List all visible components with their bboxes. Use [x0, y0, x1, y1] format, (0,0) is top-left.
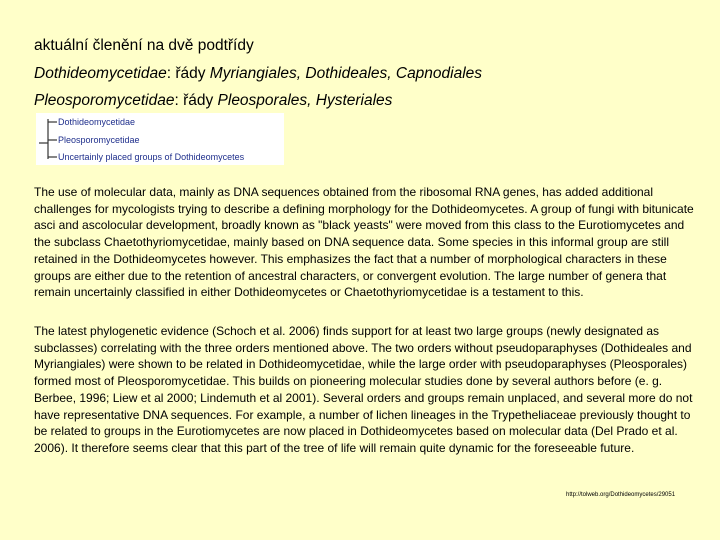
orders-separator: : řády [166, 65, 210, 82]
orders-separator: : řády [174, 92, 218, 109]
subclass-line-dothideomycetidae [34, 63, 482, 85]
orders-list: Pleosporales, Hysteriales [217, 92, 393, 109]
source-url: http://tolweb.org/Dothideomycetes/29051 [566, 492, 676, 498]
paragraph-molecular-data: The use of molecular data, mainly as DNA sequences obtained from the ribosomal RNA genes, has added additional challenges for mycologists trying to describe a defining morphology for the Dothideomycetes. A group of fungi with bitunicate asci and ascolocular development, broadly known as "black yeasts" were moved from this class to the Eurotiomycetes and the subclass Chaetothyriomycetidae, mainly based on DNA sequence data. Some species in this informal group are still retained in the Dothideomycetes however. This emphasizes the fact that a number of morphological characters in these groups are either due to the retention of ancestral characters, or convergent evolution. The large number of genera that remain uncertainly classified in either Dothideomycetes or Chaetothyriomycetidae is a testament to this. [34, 185, 694, 300]
tree-label-pleosporomycetidae: Pleosporomycetidae [58, 135, 140, 145]
taxon-name: Pleosporomycetidae [34, 92, 175, 109]
slide-heading: aktuální členění na dvě podtřídy [34, 37, 254, 54]
phylogeny-tree [36, 113, 284, 165]
subclass-line-pleosporomycetidae [34, 90, 392, 112]
taxon-name: Dothideomycetidae [34, 65, 167, 82]
paragraph-phylogenetic-evidence: The latest phylogenetic evidence (Schoch et al. 2006) finds support for at least two large groups (newly designated as subclasses) correlating with the three orders mentioned above. The two orders without pseudoparaphyses (Dothideales and Myriangiales) were shown to be related in Dothideomycetidae, while the large order with pseudoparaphyses (Pleosporales) formed most of Pleosporomycetidae. This builds on pioneering molecular studies done by several authors before (e. g. Berbee, 1996; Liew et al 2000; Lindemuth et al 2001). Several orders and groups remain unplaced, and several more do not have representative DNA sequences. For example, a number of lichen lineages in the Trypetheliaceae previously thought to be related to groups in the Eurotiomycetes are now placed in Dothideomycetes based on molecular data (Del Prado et al. 2006). It therefore seems clear that this part of the tree of life will remain quite dynamic for the foreseeable future. [34, 324, 693, 455]
orders-list: Myriangiales, Dothideales, Capnodiales [209, 65, 483, 82]
tree-label-uncertain-groups: Uncertainly placed groups of Dothideomycetes [58, 152, 245, 162]
tree-label-dothideomycetidae: Dothideomycetidae [58, 117, 136, 127]
